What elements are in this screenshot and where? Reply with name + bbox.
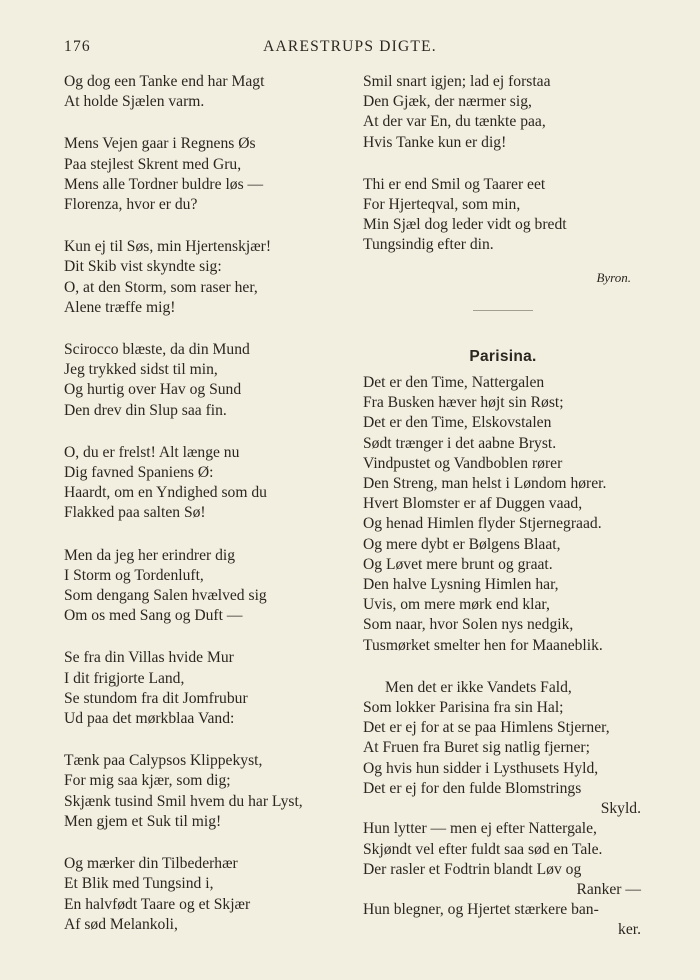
verse-line: Et Blik med Tungsind i, <box>64 875 214 893</box>
verse-line: Men det er ikke Vandets Fald, <box>385 678 572 696</box>
verse-line: Scirocco blæste, da din Mund <box>64 341 250 359</box>
verse-line: Som lokker Parisina fra sin Hal; <box>363 699 564 717</box>
verse-line: Kun ej til Søs, min Hjertenskjær! <box>64 238 272 256</box>
verse-line: Det er ej for at se paa Himlens Stjerner, <box>363 719 610 737</box>
verse-line: Vindpustet og Vandboblen rører <box>363 454 563 472</box>
parisina-stanza-1 <box>363 373 643 656</box>
verse-line: Mens alle Tordner buldre løs — <box>64 175 264 193</box>
verse-line: Hvert Blomster er af Duggen vaad, <box>363 495 583 513</box>
verse-line: Tusmørket smelter hen for Maaneblik. <box>363 636 603 654</box>
verse-line: Se fra din Villas hvide Mur <box>64 649 234 667</box>
verse-line: At Fruen fra Buret sig natlig fjerner; <box>363 739 590 757</box>
verse-line: Og henad Himlen flyder Stjernegraad. <box>363 515 602 533</box>
verse-line: Og hurtig over Hav og Sund <box>64 381 242 399</box>
verse-line: Og mærker din Tilbederhær <box>64 855 238 873</box>
verse-line: I dit frigjorte Land, <box>64 669 185 687</box>
stanza <box>64 854 354 935</box>
verse-line: Men da jeg her erindrer dig <box>64 546 236 564</box>
verse-line: ker. <box>618 921 641 939</box>
right-column <box>363 72 643 963</box>
verse-line: Se stundom fra dit Jomfrubur <box>64 689 248 707</box>
verse-line: Og mere dybt er Bølgens Blaat, <box>363 535 561 553</box>
verse-line: Hun blegner, og Hjertet stærkere ban- <box>363 901 599 919</box>
verse-line: Hvis Tanke kun er dig! <box>363 133 507 151</box>
verse-line: Florenza, hvor er du? <box>64 196 198 214</box>
verse-line: Af sød Melankoli, <box>64 915 178 933</box>
verse-line: Haardt, om en Yndighed som du <box>64 484 267 502</box>
verse-line: Det er den Time, Nattergalen <box>363 374 545 392</box>
verse-line: Det er ej for den fulde Blomstrings <box>363 779 582 797</box>
stanza <box>64 237 354 318</box>
verse-line: Den Gjæk, der nærmer sig, <box>363 93 532 111</box>
author-signature: Byron. <box>596 269 631 285</box>
verse-line: Som dengang Salen hvælved sig <box>64 587 267 605</box>
verse-line: Og Løvet mere brunt og graat. <box>363 555 553 573</box>
verse-line: Hun lytter — men ej efter Nattergale, <box>363 820 597 838</box>
verse-line: Tungsindig efter din. <box>363 236 494 254</box>
stanza <box>64 340 354 421</box>
verse-line: Skjænk tusind Smil hvem du har Lyst, <box>64 792 303 810</box>
verse-line: En halvfødt Taare og et Skjær <box>64 895 251 913</box>
verse-line: Fra Busken hæver højt sin Røst; <box>363 394 564 412</box>
verse-line: Ranker — <box>576 880 641 898</box>
verse-line: For Hjerteqval, som min, <box>363 196 521 214</box>
verse-line: Og hvis hun sidder i Lysthusets Hyld, <box>363 759 599 777</box>
left-column <box>64 72 354 957</box>
stanza <box>64 751 354 832</box>
verse-line: O, du er frelst! Alt længe nu <box>64 443 240 461</box>
poem-title: Parisina. <box>469 347 537 365</box>
stanza <box>363 175 643 256</box>
verse-line: Thi er end Smil og Taarer eet <box>363 175 546 193</box>
page-number: 176 <box>64 38 91 55</box>
verse-line: At der var En, du tænkte paa, <box>363 113 546 131</box>
page-header <box>64 38 636 58</box>
stanza <box>363 72 643 153</box>
verse-line: Og dog een Tanke end har Magt <box>64 73 265 90</box>
verse-line: Skjøndt vel efter fuldt saa sød en Tale. <box>363 840 603 858</box>
stanza <box>64 443 354 524</box>
verse-line: Dig favned Spaniens Ø: <box>64 464 214 482</box>
verse-line: Smil snart igjen; lad ej forstaa <box>363 73 551 90</box>
verse-line: Skyld. <box>600 800 641 818</box>
running-title: AARESTRUPS DIGTE. <box>263 38 437 55</box>
verse-line: Der rasler et Fodtrin blandt Løv og <box>363 860 582 878</box>
stanza <box>64 648 354 729</box>
stanza <box>64 546 354 627</box>
stanza <box>64 72 354 112</box>
parisina-stanza-2 <box>363 678 643 941</box>
verse-line: Uvis, om mere mørk end klar, <box>363 596 550 614</box>
byron-poem-ending <box>363 72 643 256</box>
verse-line: At holde Sjælen varm. <box>64 93 205 111</box>
verse-line: Dit Skib vist skyndte sig: <box>64 258 222 276</box>
verse-line: O, at den Storm, som raser her, <box>64 278 258 296</box>
verse-line: Det er den Time, Elskovstalen <box>363 414 552 432</box>
verse-line: Som naar, hvor Solen nys nedgik, <box>363 616 574 634</box>
verse-line: Den halve Lysning Himlen har, <box>363 576 559 594</box>
section-divider <box>473 310 533 311</box>
verse-line: Om os med Sang og Duft — <box>64 607 243 625</box>
verse-line: Sødt trænger i det aabne Bryst. <box>363 434 557 452</box>
stanza <box>64 134 354 215</box>
verse-line: Jeg trykked sidst til min, <box>64 361 218 379</box>
verse-line: Tænk paa Calypsos Klippekyst, <box>64 752 263 770</box>
verse-line: Men gjem et Suk til mig! <box>64 812 222 830</box>
verse-line: Mens Vejen gaar i Regnens Øs <box>64 135 256 153</box>
verse-line: I Storm og Tordenluft, <box>64 566 204 584</box>
verse-line: Alene træffe mig! <box>64 298 176 316</box>
verse-line: Den drev din Slup saa fin. <box>64 401 227 419</box>
verse-line: Ud paa det mørkblaa Vand: <box>64 710 235 728</box>
verse-line: For mig saa kjær, som dig; <box>64 772 231 790</box>
verse-line: Paa stejlest Skrent med Gru, <box>64 155 242 173</box>
verse-line: Den Streng, man helst i Løndom hører. <box>363 475 607 493</box>
verse-line: Flakked paa salten Sø! <box>64 504 206 522</box>
verse-line: Min Sjæl dog leder vidt og bredt <box>363 216 567 234</box>
